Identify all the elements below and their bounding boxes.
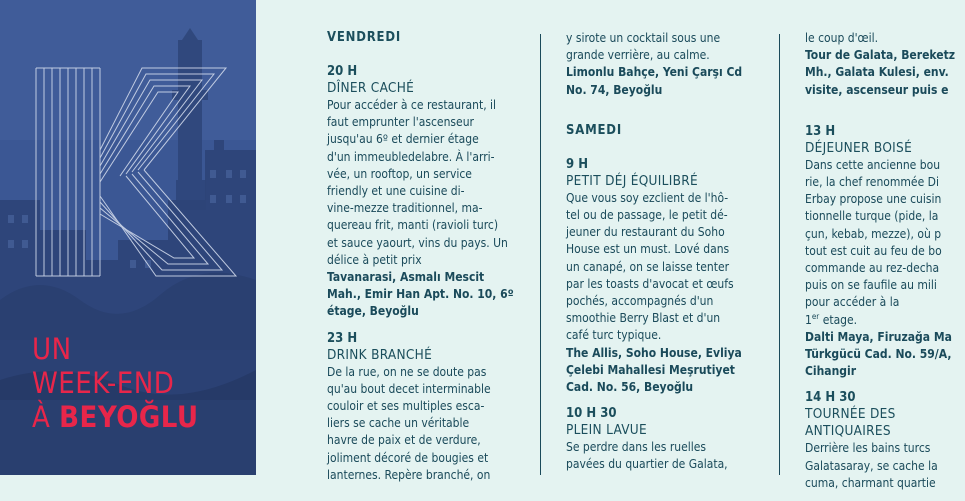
body-text: 1 — [805, 312, 812, 327]
event-time: 9 H — [566, 156, 588, 172]
body-line: De la rue, on ne se doute pas — [327, 364, 487, 379]
body-line: Dans cette ancienne bou — [805, 157, 941, 172]
body-line: délice à petit prix — [327, 252, 422, 267]
body-line: cuma, charmant quartie — [805, 475, 936, 490]
body-line: puis on se faufile au mili — [805, 278, 937, 293]
body-line: vine-mezze traditionnel, ma- — [327, 201, 483, 216]
event-dejeuner-boise — [805, 123, 965, 381]
event-title: PLEIN LAVUE — [566, 422, 647, 439]
address-line: Dalti Maya, Firuzağa Ma — [805, 329, 952, 344]
body-line: un canapé, on se laisse tenter — [566, 259, 730, 274]
event-title: PETIT DÉJ ÉQUILIBRÉ — [566, 172, 698, 189]
address-line: Limonlu Bahçe, Yeni Çarşı Cd — [566, 65, 743, 80]
event-description — [805, 157, 965, 329]
cover-title-line-2: WEEK-END — [32, 366, 175, 400]
event-address — [805, 47, 965, 99]
body-line: joliment décoré de bougies et — [327, 450, 489, 465]
event-description — [327, 364, 537, 484]
body-line: lanternes. Repère branché, on — [327, 467, 491, 482]
continued-description — [566, 30, 766, 64]
body-line: friendly et une cuisine di- — [327, 184, 465, 199]
superscript: er — [811, 311, 820, 321]
body-line: pavées du quartier de Galata, — [566, 457, 728, 472]
event-address — [566, 64, 766, 98]
event-title: DÉJEUNER BOISÉ — [805, 139, 913, 156]
event-tournee-antiquaires — [805, 389, 965, 492]
body-line: Pour accéder à ce restaurant, il — [327, 98, 497, 112]
address-line: Mh., Galata Kulesi, env. — [805, 65, 949, 80]
column-saturday — [566, 30, 766, 483]
body-line: smoothie Berry Blast et d'un — [566, 311, 721, 326]
column-saturday-continued — [805, 30, 965, 501]
event-plein-la-vue — [566, 405, 766, 473]
event-description — [566, 439, 766, 473]
event-address — [327, 269, 537, 321]
event-time: 10 H 30 — [566, 406, 617, 422]
event-diner-cache — [327, 63, 537, 321]
event-address — [566, 345, 766, 397]
column-divider — [779, 34, 780, 475]
body-text: etage. — [819, 312, 858, 327]
body-line: havre de paix et de verdure, — [327, 433, 481, 448]
day-heading-friday: VENDREDI — [327, 30, 402, 45]
body-line: Erbay propose une cuisin — [805, 192, 942, 207]
address-line: Tour de Galata, Bereketz — [805, 48, 956, 63]
event-description — [805, 440, 965, 492]
body-line: jusqu'au 6º et dernier étage — [327, 132, 479, 147]
day-heading-saturday: SAMEDI — [566, 122, 622, 138]
event-description — [327, 97, 537, 269]
address-line: Cad. No. 56, Beyoğlu — [566, 380, 694, 395]
event-title: DÎNER CACHÉ — [327, 80, 415, 96]
event-petit-dej — [566, 156, 766, 396]
body-line: Que vous soy ezclient de l'hô- — [566, 190, 729, 205]
title-line: ANTIQUAIRES — [805, 423, 891, 440]
column-divider — [540, 34, 541, 475]
cover-title-beyoglu: BEYOĞLU — [59, 400, 199, 434]
body-line: commande au rez-decha — [805, 261, 940, 276]
body-line — [805, 312, 965, 329]
event-time: 14 H 30 — [805, 390, 856, 406]
body-line: tel ou de passage, le petit dé- — [566, 208, 728, 223]
column-friday — [327, 30, 537, 493]
event-title: DRINK BRANCHÉ — [327, 346, 433, 363]
body-line: café turc typique. — [566, 328, 662, 343]
body-line: faut emprunter l'ascenseur — [327, 115, 474, 130]
cover-title — [32, 332, 199, 434]
body-line: tout est cuit au feu de bo — [805, 243, 942, 258]
address-line: visite, ascenseur puis e — [805, 82, 949, 97]
address-line: Çelebi Mahallesi Meşrutiyet — [566, 362, 735, 377]
address-line: Tavanarasi, Asmalı Mescit — [327, 270, 485, 285]
address-line: Cihangir — [805, 364, 857, 379]
address-line: No. 74, Beyoğlu — [566, 82, 663, 97]
body-line: Galatasaray, se cache la — [805, 458, 938, 473]
address-line: Mah., Emir Han Apt. No. 10, 6º — [327, 287, 514, 302]
event-description — [566, 190, 766, 345]
address-line: The Allis, Soho House, Evliya — [566, 345, 742, 360]
body-line: House est un must. Lové dans — [566, 242, 730, 257]
cover-title-line-1: UN — [32, 332, 72, 366]
continued-description — [805, 30, 965, 47]
body-line: vée, un rooftop, un service — [327, 166, 472, 181]
event-address — [805, 329, 965, 381]
event-time: 20 H — [327, 64, 358, 79]
body-line: grande verrière, au calme. — [566, 48, 710, 63]
event-title — [805, 406, 965, 440]
body-line: pour accéder à la — [805, 295, 900, 310]
title-line: TOURNÉE DES — [805, 406, 896, 423]
body-line: y sirote un cocktail sous une — [566, 31, 721, 45]
event-time: 23 H — [327, 330, 358, 346]
body-line: pochés, accompagnés d'un — [566, 294, 714, 309]
body-line: tionnelle turque (pide, la — [805, 209, 939, 224]
address-line: Türkgücü Cad. No. 59/A, — [805, 347, 952, 362]
body-line: qu'au bout decet interminable — [327, 381, 491, 396]
cover-title-prefix: À — [32, 400, 60, 434]
body-line: quereau frit, manti (ravioli turc) — [327, 218, 499, 233]
body-line: çun, kebab, mezze), où p — [805, 226, 942, 241]
address-line: étage, Beyoğlu — [327, 304, 419, 319]
body-line: couloir et ses multiples esca- — [327, 399, 485, 414]
body-line: Se perdre dans les ruelles — [566, 440, 707, 455]
body-line: rie, la chef renommée Di — [805, 175, 939, 190]
body-line: Derrière les bains turcs — [805, 441, 931, 456]
cover-title-line-3 — [32, 400, 199, 434]
body-line: liers se cache un véritable — [327, 416, 470, 431]
body-line: et sauce yaourt, vins du pays. Un — [327, 235, 508, 250]
body-line: par les toasts d'avocat et œufs — [566, 276, 734, 291]
cover-photo-panel — [0, 0, 256, 475]
event-drink-branche — [327, 330, 537, 484]
body-line: le coup d'œil. — [805, 31, 879, 45]
body-line: d'un immeubledelabre. À l'arri- — [327, 149, 495, 164]
event-time: 13 H — [805, 123, 836, 139]
body-line: jeuner du restaurant du Soho — [566, 225, 725, 240]
